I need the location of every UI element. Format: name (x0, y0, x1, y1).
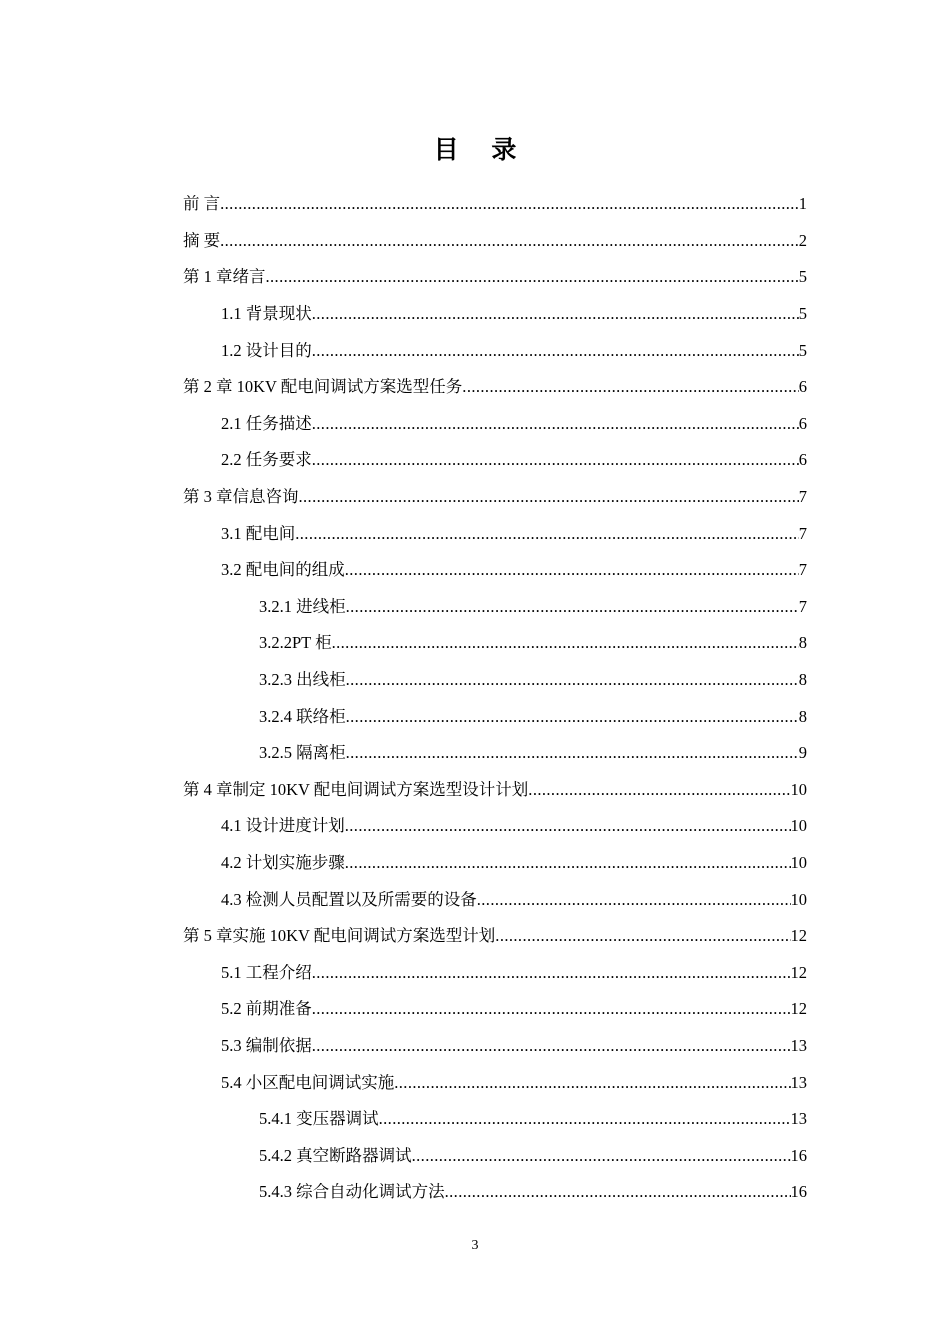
toc-entry[interactable] (183, 772, 807, 809)
toc-dot-leader (477, 890, 791, 910)
toc-entry-label: 5.3 编制依据 (221, 1035, 312, 1055)
toc-entry[interactable] (183, 954, 807, 991)
toc-entry-page: 16 (790, 1145, 807, 1165)
toc-entry[interactable] (183, 735, 807, 772)
toc-entry-page: 9 (798, 743, 807, 763)
toc-entry-page: 8 (798, 670, 807, 690)
toc-entry[interactable] (183, 332, 807, 369)
toc-entry-label: 2.2 任务要求 (221, 450, 312, 470)
toc-entry-label: 摘 要 (183, 230, 221, 250)
toc-entry[interactable] (183, 259, 807, 296)
toc-entry-page: 8 (798, 706, 807, 726)
toc-dot-leader (394, 1073, 790, 1093)
toc-entry-page: 7 (798, 487, 807, 507)
toc-entry-label: 5.4 小区配电间调试实施 (221, 1072, 395, 1092)
toc-entry-label: 3.2.1 进线柜 (259, 596, 346, 616)
toc-entry[interactable] (183, 223, 807, 260)
toc-entry[interactable] (183, 808, 807, 845)
toc-entry[interactable] (183, 296, 807, 333)
toc-entry-label: 3.2.3 出线柜 (259, 670, 346, 690)
toc-dot-leader (528, 780, 790, 800)
toc-entry[interactable] (183, 1064, 807, 1101)
toc-entry[interactable] (183, 552, 807, 589)
toc-entry-page: 13 (790, 1109, 807, 1129)
toc-entry-label: 第 2 章 10KV 配电间调试方案选型任务 (183, 377, 463, 397)
toc-entry-page: 10 (790, 816, 807, 836)
toc-entry-page: 12 (790, 962, 807, 982)
toc-dot-leader (345, 853, 791, 873)
page-number: 3 (471, 1238, 479, 1253)
toc-entry[interactable] (183, 1101, 807, 1138)
toc-entry[interactable] (183, 369, 807, 406)
toc-dot-leader (346, 597, 799, 617)
toc-entry[interactable] (183, 186, 807, 223)
table-of-contents (183, 186, 807, 1211)
toc-entry-page: 7 (798, 596, 807, 616)
toc-entry-page: 16 (790, 1182, 807, 1202)
toc-entry-label: 4.3 检测人员配置以及所需要的设备 (221, 889, 477, 909)
toc-entry[interactable] (183, 881, 807, 918)
toc-entry-page: 6 (798, 413, 807, 433)
toc-dot-leader (346, 670, 799, 690)
toc-entry-page: 5 (798, 267, 807, 287)
toc-entry[interactable] (183, 1174, 807, 1211)
toc-entry-page: 1 (798, 194, 807, 214)
toc-dot-leader (495, 926, 790, 946)
toc-entry-page: 6 (798, 377, 807, 397)
toc-dot-leader (295, 524, 799, 544)
toc-entry[interactable] (183, 662, 807, 699)
toc-entry-label: 3.1 配电间 (221, 523, 296, 543)
toc-dot-leader (299, 487, 799, 507)
toc-dot-leader (312, 999, 791, 1019)
toc-entry[interactable] (183, 918, 807, 955)
toc-dot-leader (312, 963, 791, 983)
toc-entry-label: 前 言 (183, 194, 221, 214)
toc-dot-leader (345, 560, 799, 580)
toc-entry-label: 3.2.5 隔离柜 (259, 743, 346, 763)
toc-dot-leader (312, 414, 799, 434)
toc-entry[interactable] (183, 406, 807, 443)
toc-entry-label: 3.2.4 联络柜 (259, 706, 346, 726)
toc-entry-label: 第 5 章实施 10KV 配电间调试方案选型计划 (183, 926, 496, 946)
toc-dot-leader (266, 267, 799, 287)
toc-entry-page: 8 (798, 633, 807, 653)
toc-dot-leader (332, 633, 799, 653)
toc-entry[interactable] (183, 515, 807, 552)
toc-entry[interactable] (183, 589, 807, 626)
toc-entry-page: 2 (798, 230, 807, 250)
toc-entry-label: 5.2 前期准备 (221, 999, 312, 1019)
toc-entry-label: 第 4 章制定 10KV 配电间调试方案选型设计计划 (183, 779, 529, 799)
toc-entry[interactable] (183, 1137, 807, 1174)
toc-entry-label: 5.1 工程介绍 (221, 962, 312, 982)
toc-entry-page: 13 (790, 1072, 807, 1092)
toc-dot-leader (462, 377, 798, 397)
toc-entry-page: 7 (798, 523, 807, 543)
toc-dot-leader (445, 1182, 791, 1202)
toc-entry[interactable] (183, 698, 807, 735)
toc-dot-leader (345, 816, 791, 836)
toc-entry-label: 2.1 任务描述 (221, 413, 312, 433)
toc-entry-page: 13 (790, 1035, 807, 1055)
toc-entry-label: 3.2.2PT 柜 (259, 633, 332, 653)
toc-entry-page: 10 (790, 889, 807, 909)
toc-entry-label: 5.4.3 综合自动化调试方法 (259, 1182, 445, 1202)
toc-entry-label: 5.4.1 变压器调试 (259, 1109, 379, 1129)
toc-dot-leader (412, 1146, 791, 1166)
toc-entry-page: 7 (798, 560, 807, 580)
toc-entry[interactable] (183, 479, 807, 516)
toc-entry-label: 5.4.2 真空断路器调试 (259, 1145, 412, 1165)
toc-dot-leader (220, 231, 799, 251)
toc-entry[interactable] (183, 845, 807, 882)
toc-entry-label: 第 1 章绪言 (183, 267, 266, 287)
toc-dot-leader (312, 304, 799, 324)
toc-entry-label: 3.2 配电间的组成 (221, 560, 345, 580)
toc-entry[interactable] (183, 442, 807, 479)
toc-entry-label: 1.2 设计目的 (221, 340, 312, 360)
toc-entry[interactable] (183, 625, 807, 662)
toc-dot-leader (220, 194, 799, 214)
toc-entry-label: 4.2 计划实施步骤 (221, 852, 345, 872)
toc-entry-label: 4.1 设计进度计划 (221, 816, 345, 836)
toc-dot-leader (312, 341, 799, 361)
toc-entry-page: 6 (798, 450, 807, 470)
toc-entry-page: 5 (798, 340, 807, 360)
toc-entry-page: 12 (790, 999, 807, 1019)
toc-entry-page: 10 (790, 852, 807, 872)
toc-entry-label: 第 3 章信息咨询 (183, 487, 299, 507)
toc-entry-page: 10 (790, 779, 807, 799)
toc-entry[interactable] (183, 1028, 807, 1065)
toc-dot-leader (346, 743, 799, 763)
toc-entry[interactable] (183, 991, 807, 1028)
toc-entry-label: 1.1 背景现状 (221, 304, 312, 324)
page-title: 目 录 (433, 135, 529, 164)
toc-entry-page: 12 (790, 926, 807, 946)
toc-dot-leader (346, 707, 799, 727)
toc-entry-page: 5 (798, 304, 807, 324)
toc-dot-leader (312, 450, 799, 470)
toc-dot-leader (312, 1036, 791, 1056)
toc-dot-leader (379, 1109, 791, 1129)
